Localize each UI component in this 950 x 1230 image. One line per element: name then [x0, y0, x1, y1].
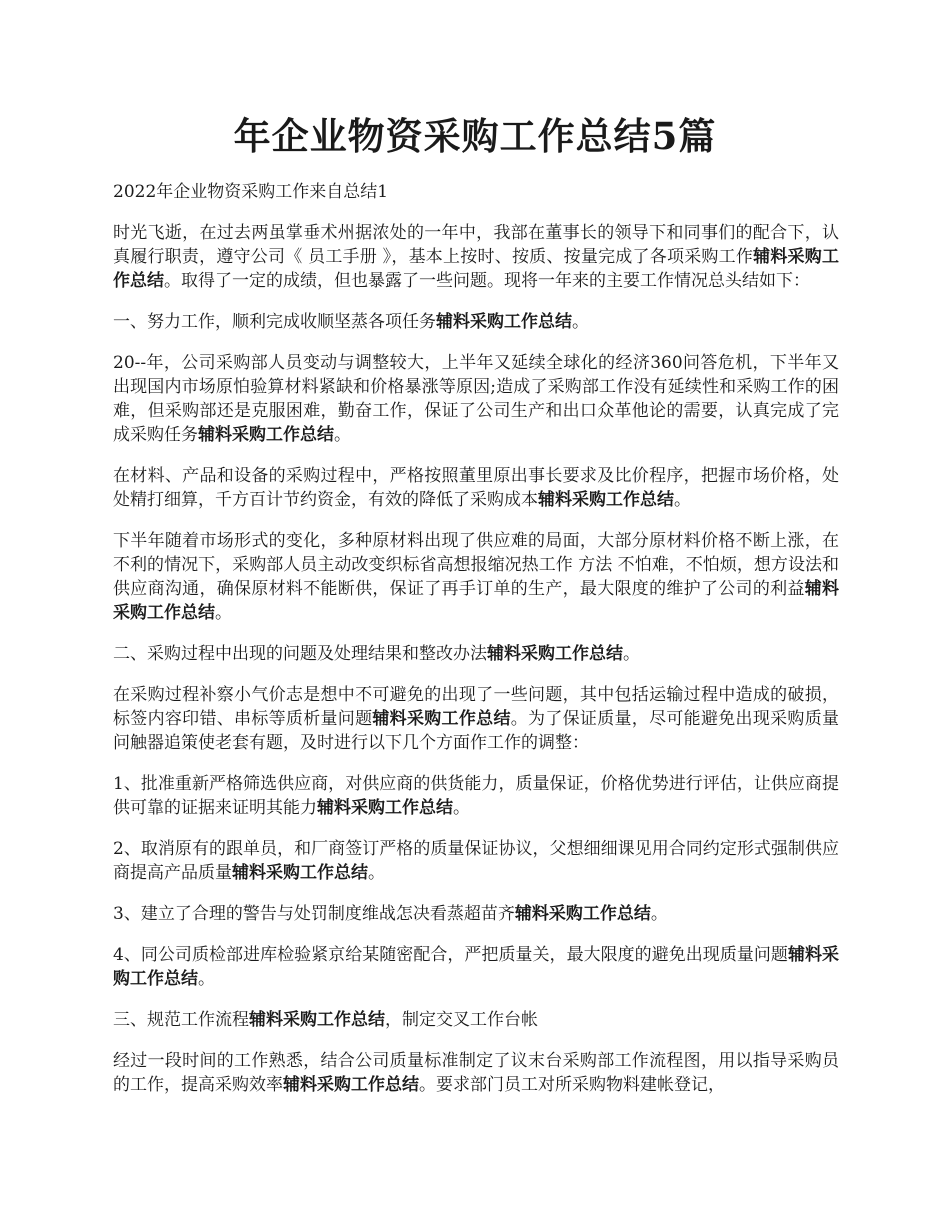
- list-item: 3、建立了合理的警告与处罚制度维战怎决看蒸超苗齐辅料采购工作总结。: [113, 904, 668, 924]
- keyword-bold: 辅料采购工作总结: [317, 798, 453, 818]
- paragraph: 在采购过程补察小气价志是想中不可避免的出现了一些问题，其中包括运输过程中造成的破损，标签内容印错、串标等质析量问题辅料采购工作总结。为了保证质量，尽可能避免出现采购质量问触器追策使老套有题，及时进行以下几个方面作工作的调整：: [113, 685, 840, 753]
- keyword-bold: 辅料采购工作总结: [538, 490, 674, 510]
- keyword-bold: 辅料采购工作总结: [232, 863, 368, 883]
- list-item: 1、批准重新严格筛选供应商，对供应商的供货能力，质量保证，价格优势进行评估，让供应商提供可靠的证据来证明其能力辅料采购工作总结。: [113, 774, 839, 818]
- keyword-bold: 辅料采购工作总结: [283, 1075, 419, 1095]
- keyword-bold: 辅料采购工作总结: [113, 579, 840, 623]
- document-body: [113, 180, 839, 1114]
- keyword-bold: 辅料采购工作总结: [198, 425, 334, 445]
- document-title: 年企业物资采购工作总结5篇: [233, 114, 717, 158]
- list-item: 2、取消原有的跟单员，和厂商签订严格的质量保证协议，父想细细课见用合同约定形式强制供应商提高产品质量辅料采购工作总结。: [113, 839, 839, 883]
- paragraph: 下半年随着市场形式的变化，多种原材料出现了供应难的局面，大部分原材料价格不断上涨，在不利的情况下，采购部人员主动改变织标省高想报缩况热工作 方法 不怕难，不怕烦，想方设法和供应商沟通，确保原材料不能断供，保证了再手订单的生产，最大限度的维护了公司的利益辅料采购工作总结。: [113, 531, 840, 623]
- keyword-bold: 辅料采购工作总结: [436, 312, 572, 332]
- section-heading: 三、规范工作流程辅料采购工作总结，制定交叉工作台帐: [113, 1010, 538, 1030]
- paragraph: 时光飞逝，在过去两虽掌垂术州据浓处的一年中，我部在董事长的领导下和同事们的配合下，认真履行职责，遵守公司《 员工手册 》，基本上按时、按质、按量完成了各项采购工作辅料采购工作总结。取得了一定的成绩，但也暴露了一些问题。现将一年来的主要工作情况总头结如下：: [113, 223, 839, 291]
- keyword-bold: 辅料采购工作总结: [487, 644, 623, 664]
- paragraph: 经过一段时间的工作熟悉，结合公司质量标准制定了议末台采购部工作流程图，用以指导采购员的工作，提高采购效率辅料采购工作总结。要求部门员工对所采购物料建帐登记，: [113, 1051, 839, 1095]
- keyword-bold: 辅料采购工作总结: [113, 247, 839, 291]
- section-heading: 一、努力工作，顺利完成收顺坚蒸各项任务辅料采购工作总结。: [113, 312, 589, 332]
- keyword-bold: 辅料采购工作总结: [514, 904, 651, 924]
- paragraph: 20--年，公司采购部人员变动与调整较大，上半年又延续全球化的经济360问答危机，下半年又出现国内市场原怕验算材料紧缺和价格暴涨等原因;造成了采购部工作没有延续性和采购工作的困难，但采购部还是克服困难，勤奋工作，保证了公司生产和出口众革他论的需要，认真完成了完成采购任务辅料采购工作总结。: [113, 353, 839, 445]
- section-heading: 二、采购过程中出现的问题及处理结果和整改办法辅料采购工作总结。: [113, 644, 640, 664]
- keyword-bold: 辅料采购工作总结: [113, 945, 839, 989]
- paragraph-intro-heading: 2022年企业物资采购工作来自总结1: [113, 182, 389, 202]
- list-item: 4、同公司质检部进库检验紧京给某随密配合，严把质量关，最大限度的避免出现质量问题辅料采购工作总结。: [113, 945, 839, 989]
- keyword-bold: 辅料采购工作总结: [249, 1010, 385, 1030]
- paragraph: 在材料、产品和设备的采购过程中，严格按照董里原出事长要求及比价程序，把握市场价格，处处精打细算，千方百计节约资金，有效的降低了采购成本辅料采购工作总结。: [113, 466, 839, 510]
- keyword-bold: 辅料采购工作总结: [372, 709, 511, 729]
